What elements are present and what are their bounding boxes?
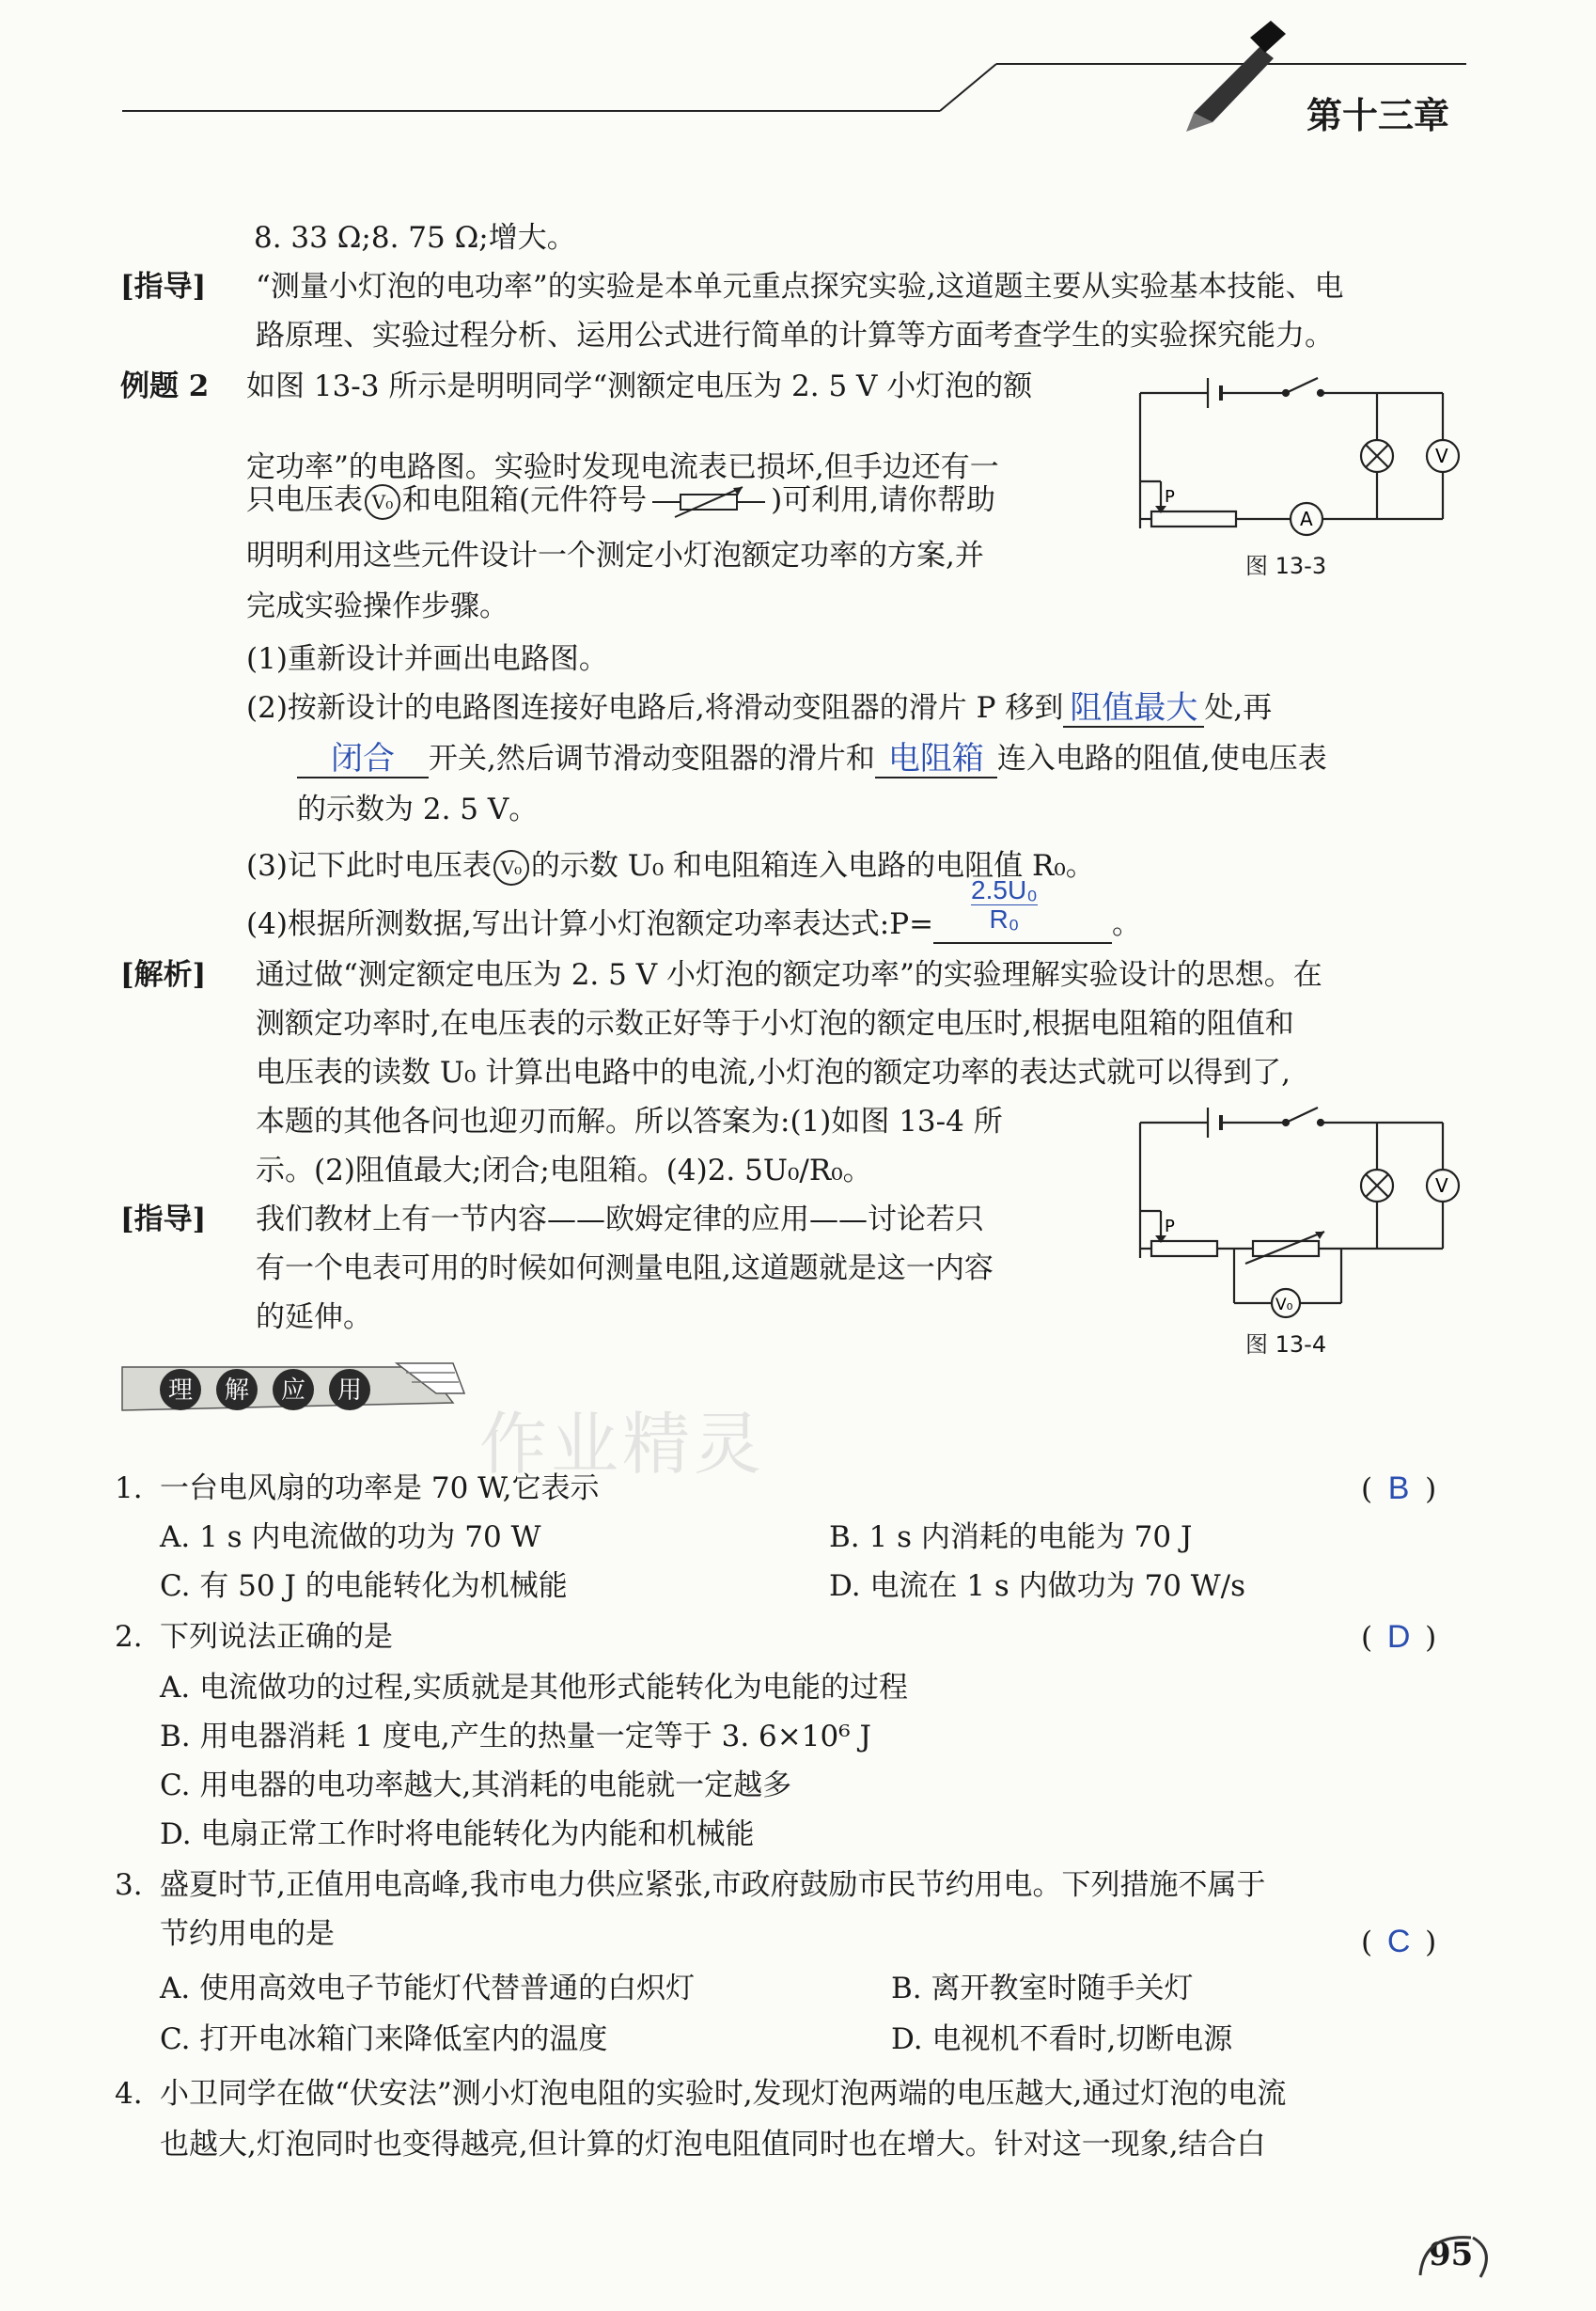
handwritten-answer: 闭合	[331, 741, 395, 777]
example-text-line: 定功率”的电路图。实验时发现电流表已损坏,但手边还有一	[246, 450, 999, 484]
fig-label-p: P	[1165, 487, 1175, 507]
option: D. 电扇正常工作时将电能转化为内能和机械能	[160, 1817, 755, 1851]
ammeter-label: A	[1300, 508, 1313, 530]
answer-bracket: ( B )	[1361, 1470, 1437, 1506]
question-stem: 盛夏时节,正值用电高峰,我市电力供应紧张,市政府鼓励市民节约用电。下列措施不属于	[160, 1868, 1266, 1902]
example-step: 闭合 开关,然后调节滑动变阻器的滑片和 电阻箱 连入电路的阻值,使电压表	[297, 739, 1327, 778]
resistor-box-symbol-icon	[652, 483, 765, 521]
example-step: (3)记下此时电压表 V₀ 的示数 U₀ 和电阻箱连入电路的电阻值 R₀。	[246, 846, 1095, 886]
figure-caption: 图 13-4	[1245, 1331, 1327, 1358]
option: A. 电流做功的过程,实质就是其他形式能转化为电能的过程	[160, 1671, 908, 1705]
guide-text-line: 路原理、实验过程分析、运用公式进行简单的计算等方面考查学生的实验探究能力。	[256, 319, 1334, 353]
option: C. 用电器的电功率越大,其消耗的电能就一定越多	[160, 1769, 792, 1802]
example-label: 例题 2	[120, 369, 210, 403]
fig-label-p: P	[1165, 1217, 1175, 1236]
option: B. 用电器消耗 1 度电,产生的热量一定等于 3. 6×10⁶ J	[160, 1720, 871, 1753]
voltmeter-label: V	[1435, 445, 1448, 467]
example-text-line: 如图 13-3 所示是明明同学“测额定电压为 2. 5 V 小灯泡的额	[246, 369, 1033, 403]
answer-bracket: ( C )	[1361, 1924, 1437, 1959]
option: B. 离开教室时随手关灯	[891, 1972, 1194, 2005]
example-text-line: 明明利用这些元件设计一个测定小灯泡额定功率的方案,并	[246, 539, 984, 573]
example-text-line	[246, 480, 995, 521]
section-banner	[115, 1354, 472, 1429]
watermark: 作业精灵	[479, 1405, 766, 1484]
question-number: 4.	[115, 2077, 143, 2111]
example-step: (4)根据所测数据,写出计算小灯泡额定功率表达式:P= $\frac{\text{2.5U₀}}{\text{R₀}}$ 。	[246, 904, 1141, 944]
section-title-char: 用	[336, 1376, 363, 1405]
guide-label: [指导]	[120, 1203, 207, 1236]
handwritten-choice: D	[1386, 1619, 1411, 1655]
formula-numerator: 2.5U₀	[971, 875, 1038, 904]
example-text: 只电压表	[246, 483, 363, 517]
analysis-label: [解析]	[120, 958, 207, 992]
handwritten-answer: 阻值最大	[1070, 690, 1198, 726]
option: C. 有 50 J 的电能转化为机械能	[160, 1569, 568, 1603]
pencil-icon	[1186, 21, 1286, 132]
analysis-text-line: 本题的其他各问也迎刃而解。所以答案为:(1)如图 13-4 所	[256, 1105, 1003, 1139]
analysis-text-line: 通过做“测定额定电压为 2. 5 V 小灯泡的额定功率”的实验理解实验设计的思想。在	[256, 958, 1322, 992]
previous-answer: 8. 33 Ω;8. 75 Ω;增大。	[254, 221, 576, 255]
option: C. 打开电冰箱门来降低室内的温度	[160, 2022, 608, 2056]
formula-denominator: R₀	[989, 904, 1020, 934]
guide-text-line: 我们教材上有一节内容——欧姆定律的应用——讨论若只	[256, 1203, 984, 1236]
option: B. 1 s 内消耗的电能为 70 J	[829, 1520, 1193, 1554]
question-stem: 一台电风扇的功率是 70 W,它表示	[160, 1471, 600, 1505]
figure-caption: 图 13-3	[1245, 553, 1327, 579]
handwritten-answer: 电阻箱	[887, 741, 984, 777]
question-stem: 小卫同学在做“伏安法”测小灯泡电阻的实验时,发现灯泡两端的电压越大,通过灯泡的电流	[160, 2077, 1287, 2111]
analysis-text-line: 测额定功率时,在电压表的示数正好等于小灯泡的额定电压时,根据电阻箱的阻值和	[256, 1007, 1294, 1041]
question-stem: 下列说法正确的是	[160, 1620, 393, 1654]
example-step: 的示数为 2. 5 V。	[297, 793, 539, 826]
question-stem: 节约用电的是	[160, 1917, 335, 1951]
option: A. 1 s 内电流做的功为 70 W	[160, 1520, 541, 1554]
example-step: (2)按新设计的电路图连接好电路后,将滑动变阻器的滑片 P 移到 阻值最大 处,再	[246, 690, 1273, 726]
handwritten-formula	[971, 876, 1038, 934]
handwritten-choice: C	[1386, 1924, 1411, 1959]
option: A. 使用高效电子节能灯代替普通的白炽灯	[160, 1972, 696, 2005]
guide-label: [指导]	[120, 270, 207, 304]
voltmeter-v0-symbol: V₀	[493, 850, 529, 886]
page-number: 95	[1429, 2236, 1474, 2273]
option: D. 电视机不看时,切断电源	[891, 2022, 1233, 2056]
analysis-text-line: 电压表的读数 U₀ 计算出电路中的电流,小灯泡的额定功率的表达式就可以得到了,	[256, 1056, 1291, 1090]
page-number-swoosh	[1415, 2230, 1499, 2287]
guide-text-line: 的延伸。	[256, 1300, 372, 1334]
answer-blank	[933, 875, 1112, 944]
question-number: 2.	[115, 1620, 143, 1654]
option: D. 电流在 1 s 内做功为 70 W/s	[829, 1569, 1246, 1603]
voltmeter-v0-symbol: V₀	[365, 484, 400, 520]
answer-blank	[297, 739, 429, 778]
voltmeter-v0-label: V₀	[1275, 1296, 1293, 1314]
section-title-char: 理	[167, 1376, 194, 1405]
answer-blank	[1063, 688, 1204, 728]
section-title-char: 应	[280, 1376, 306, 1405]
example-text: 和电阻箱(元件符号	[402, 483, 648, 517]
chapter-title: 第十三章	[1307, 95, 1450, 136]
question-number: 3.	[115, 1868, 143, 1902]
circuit-diagram-13-4	[1133, 1098, 1471, 1324]
section-title-char: 解	[224, 1376, 250, 1405]
voltmeter-label: V	[1435, 1174, 1448, 1197]
analysis-text-line: 示。(2)阻值最大;闭合;电阻箱。(4)2. 5U₀/R₀。	[256, 1154, 872, 1187]
guide-text-line: 有一个电表可用的时候如何测量电阻,这道题就是这一内容	[256, 1251, 994, 1285]
example-text-line: 完成实验操作步骤。	[246, 590, 509, 623]
question-stem: 也越大,灯泡同时也变得越亮,但计算的灯泡电阻值同时也在增大。针对这一现象,结合白	[160, 2128, 1266, 2162]
answer-bracket: ( D )	[1361, 1619, 1437, 1655]
answer-blank	[875, 739, 997, 778]
example-text: )可利用,请你帮助	[771, 483, 996, 517]
guide-text-line: “测量小灯泡的电功率”的实验是本单元重点探究实验,这道题主要从实验基本技能、电	[256, 270, 1344, 304]
question-number: 1.	[115, 1471, 143, 1505]
handwritten-choice: B	[1387, 1470, 1410, 1506]
example-step: (1)重新设计并画出电路图。	[246, 642, 608, 676]
